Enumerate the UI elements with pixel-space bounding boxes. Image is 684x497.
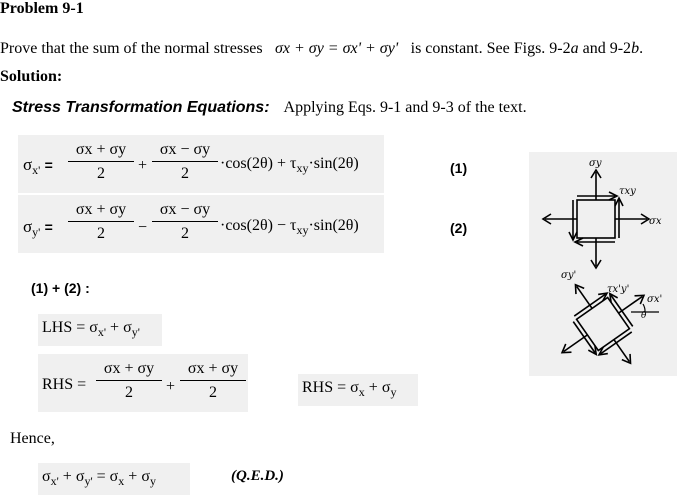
stress-element-figure <box>529 152 677 376</box>
sum-label: (1) + (2) : <box>31 280 90 296</box>
eq1-fraction-1: σx + σy 2 <box>68 141 134 183</box>
eq1-tail: $\cdot\cos(2\theta) + \tau_{xy}\cdot\sin(2\theta)$ <box>220 155 359 175</box>
eq2-fraction-1: σx + σy 2 <box>68 201 134 243</box>
fig-bottom-label-theta: θ <box>641 311 647 321</box>
eq2-fraction-2: σx − σy 2 <box>152 201 218 243</box>
eq1-number: (1) <box>450 160 468 176</box>
fig-a-letter: a <box>570 40 579 57</box>
eq1-fraction-2: σx − σy 2 <box>152 141 218 183</box>
eq2-minus: − <box>138 219 148 236</box>
lhs-label: LHS = <box>42 319 86 336</box>
equation-2 <box>18 195 384 253</box>
rhs-plus: + <box>166 378 176 395</box>
rhs-fraction-2: σx + σy 2 <box>180 360 246 402</box>
rhs-label: RHS = <box>42 376 87 393</box>
statement-before: Prove that the sum of the normal stresses <box>0 40 263 57</box>
ste-line <box>12 99 527 117</box>
fig-top-label-sx: σx <box>649 216 662 227</box>
fig-bottom-label-sxp: σx' <box>647 294 663 305</box>
fig-bottom-label-txpyp: τx'y' <box>607 284 630 295</box>
rhs-equation <box>38 354 248 412</box>
eq1-plus: + <box>138 157 148 174</box>
statement-expression: σx + σy = σx' + σy' <box>275 40 399 57</box>
eq1-lhs: $\sigma_{x'}$ = <box>23 155 53 177</box>
problem-title: Problem 9-1 <box>0 0 84 17</box>
fig-bottom-label-syp: σy' <box>561 270 577 281</box>
element-square <box>577 200 615 238</box>
stress-element-sketch <box>529 152 677 376</box>
equation-1 <box>18 135 384 193</box>
statement-after: is constant. See Figs. 9-2 <box>410 40 571 57</box>
eq2-lhs: $\sigma_{y'}$ = <box>23 217 53 239</box>
rhs-fraction-1: σx + σy 2 <box>96 360 162 402</box>
fig-b-letter: b <box>631 40 640 57</box>
qed-label: (Q.E.D.) <box>231 468 284 484</box>
solution-label: Solution: <box>0 68 63 85</box>
problem-statement <box>0 40 643 58</box>
fig-top-label-sy: σy <box>589 158 602 169</box>
eq2-number: (2) <box>450 220 468 236</box>
ste-text: Applying Eqs. 9-1 and 9-3 of the text. <box>283 99 527 116</box>
rhs-result: RHS = $\sigma_x + \sigma_y$ <box>298 374 418 406</box>
statement-and: and 9-2 <box>578 40 632 57</box>
eq2-tail: $\cdot\cos(2\theta) - \tau_{xy}\cdot\sin(2\theta)$ <box>220 217 359 237</box>
rhs-result-label: RHS = <box>302 379 347 396</box>
hence-text: Hence, <box>10 430 55 447</box>
statement-end: . <box>639 40 644 57</box>
final-equation: $\sigma_{x'} + \sigma_{y'} = \sigma_x + \sigma_y$ <box>38 463 190 495</box>
fig-top-label-txy: τxy <box>619 186 636 197</box>
ste-label: Stress Transformation Equations: <box>12 99 270 116</box>
lhs-equation: LHS = $\sigma_{x'} + \sigma_{y'}$ <box>38 314 162 346</box>
